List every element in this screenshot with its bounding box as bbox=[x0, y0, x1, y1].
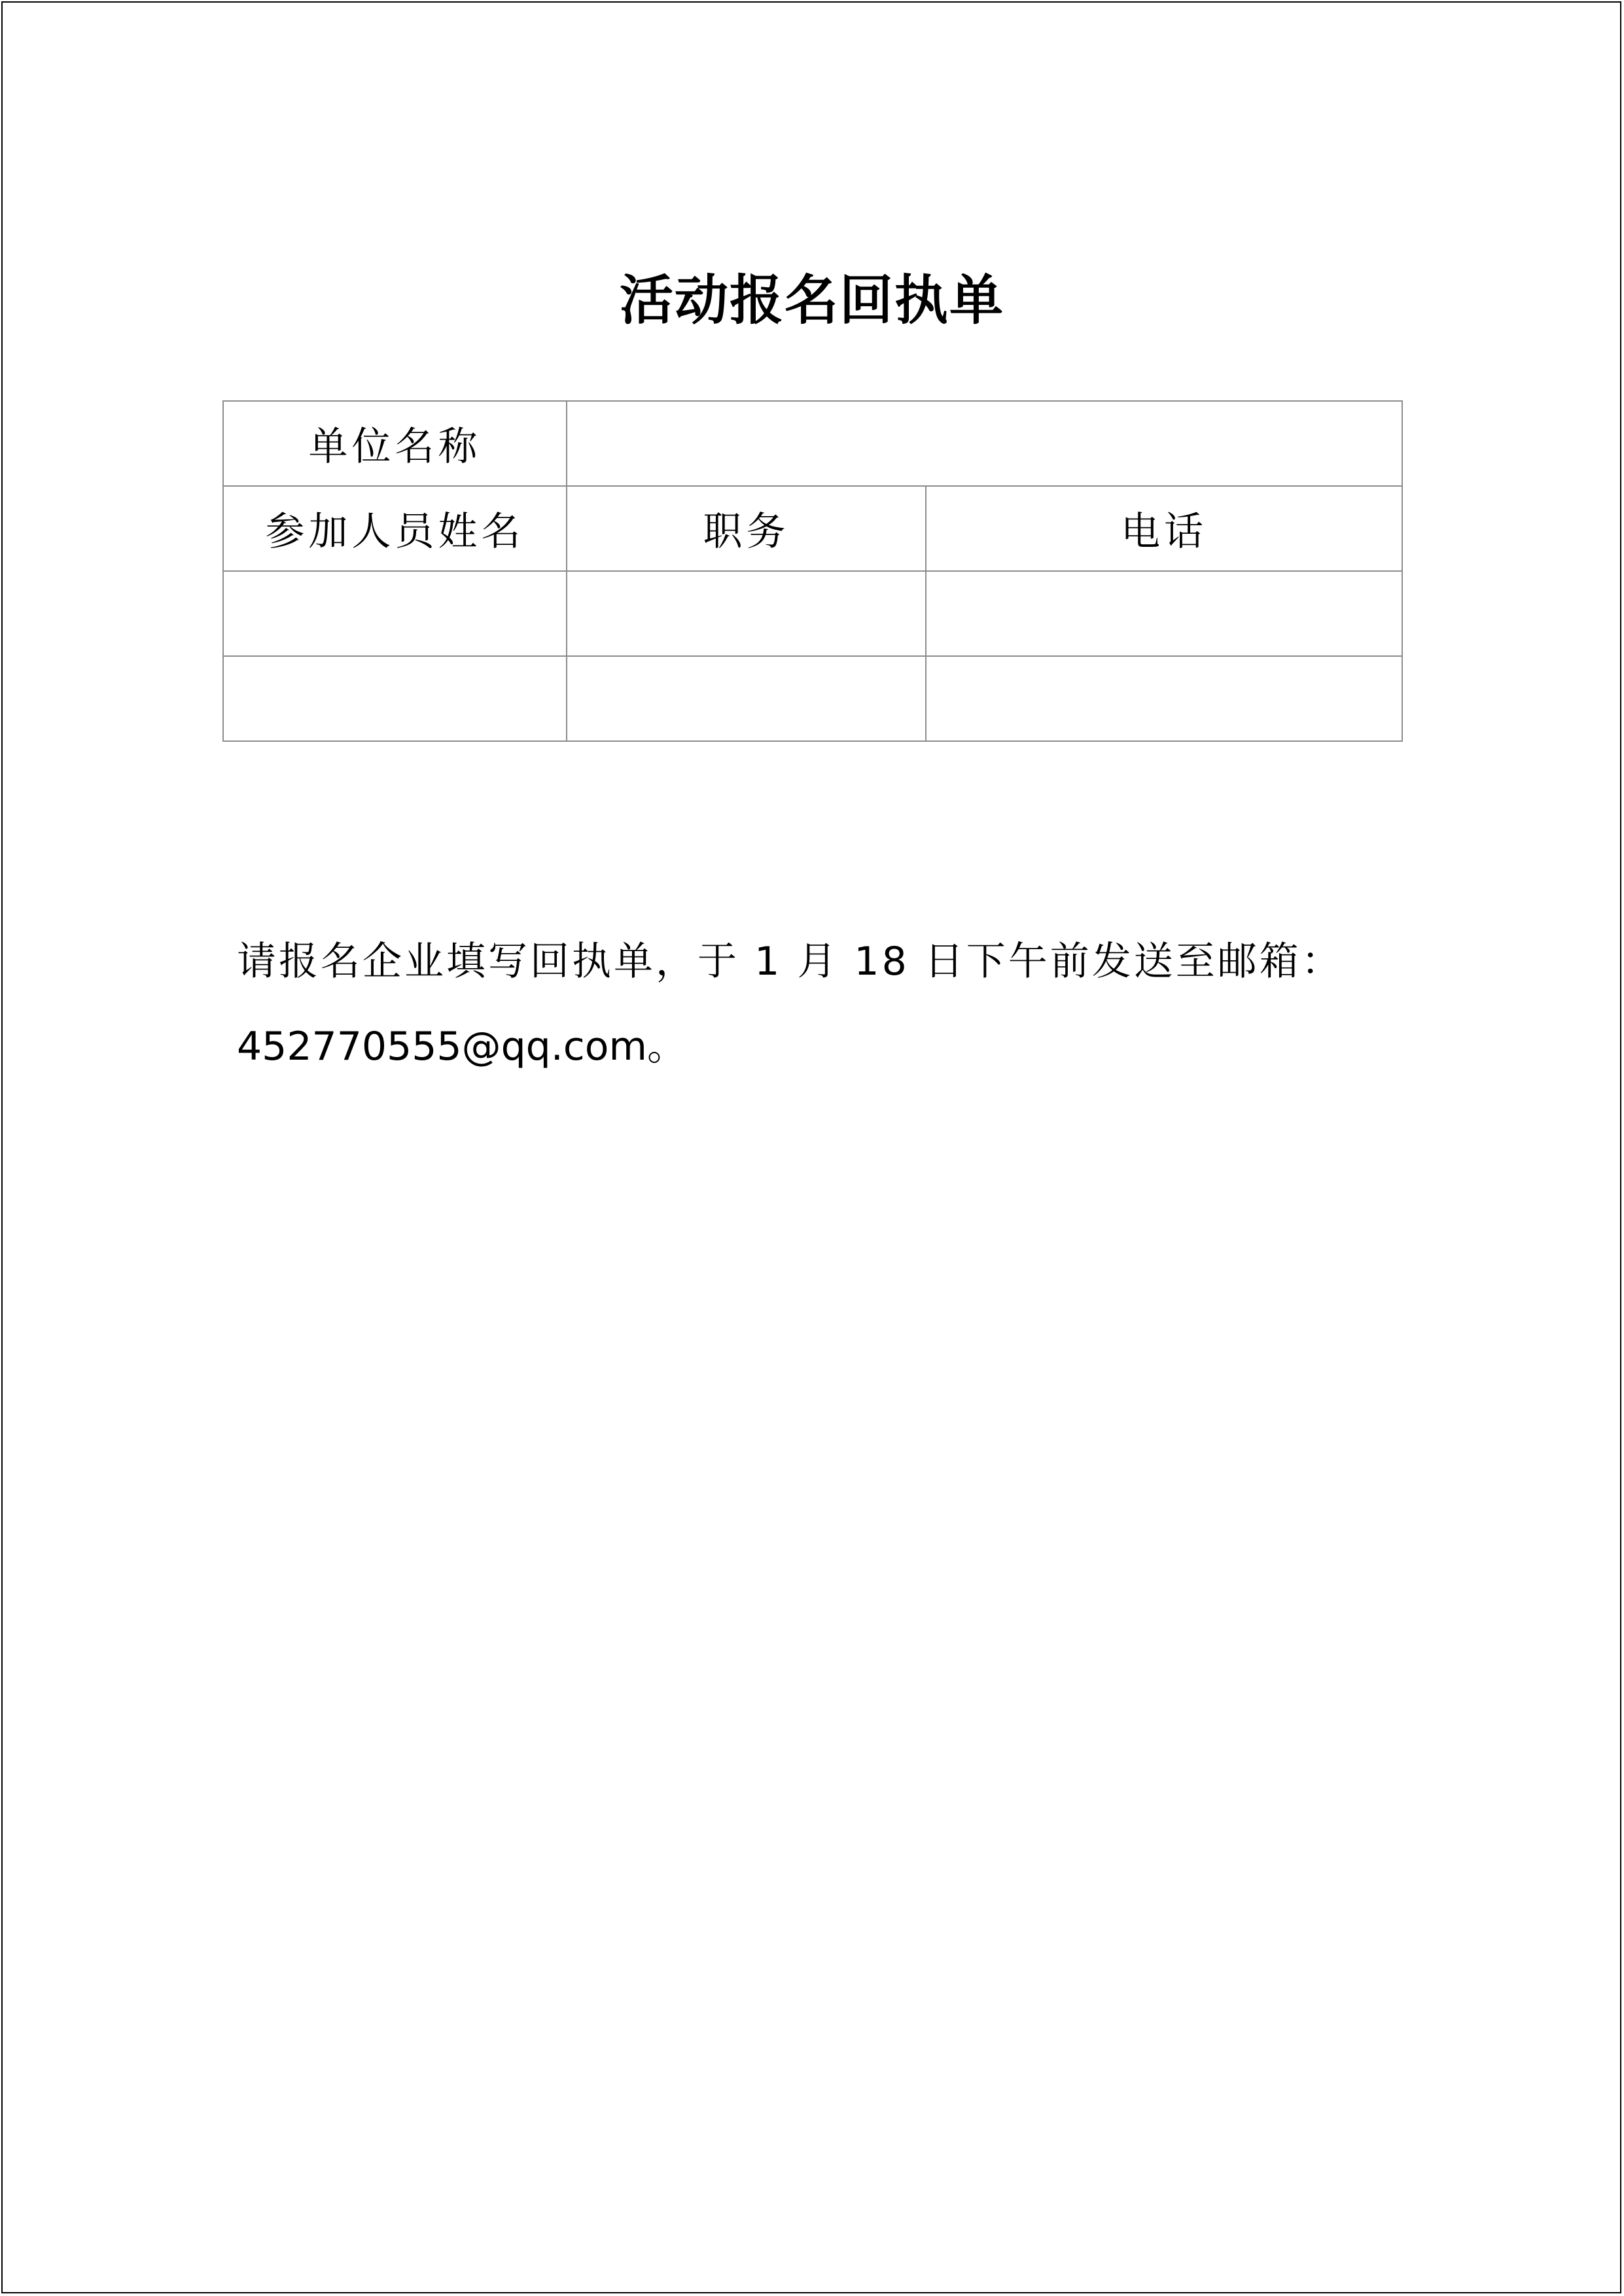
participant-name-field[interactable] bbox=[223, 656, 567, 741]
notice-instruction: 请报名企业填写回执单，于 1 月 18 日下午前发送至邮箱： bbox=[237, 939, 1343, 984]
notice-email-line bbox=[237, 1004, 1415, 1089]
page-border bbox=[1, 1, 1621, 2293]
unit-name-field[interactable] bbox=[567, 401, 1402, 486]
unit-name-row bbox=[223, 401, 1402, 486]
header-participant-name: 参加人员姓名 bbox=[223, 486, 567, 571]
header-row bbox=[223, 486, 1402, 571]
position-field[interactable] bbox=[567, 571, 926, 656]
registration-table bbox=[222, 400, 1403, 742]
notice-period: 。 bbox=[646, 1024, 689, 1070]
contact-email: 452770555@qq.com bbox=[237, 1024, 647, 1070]
unit-name-label: 单位名称 bbox=[223, 401, 567, 486]
table-row bbox=[223, 571, 1402, 656]
table-row bbox=[223, 656, 1402, 741]
header-phone: 电话 bbox=[926, 486, 1402, 571]
header-position: 职务 bbox=[567, 486, 926, 571]
position-field[interactable] bbox=[567, 656, 926, 741]
document-title: 活动报名回执单 bbox=[619, 270, 1004, 332]
participant-name-field[interactable] bbox=[223, 571, 567, 656]
phone-field[interactable] bbox=[926, 656, 1402, 741]
phone-field[interactable] bbox=[926, 571, 1402, 656]
submission-notice bbox=[237, 919, 1415, 1089]
